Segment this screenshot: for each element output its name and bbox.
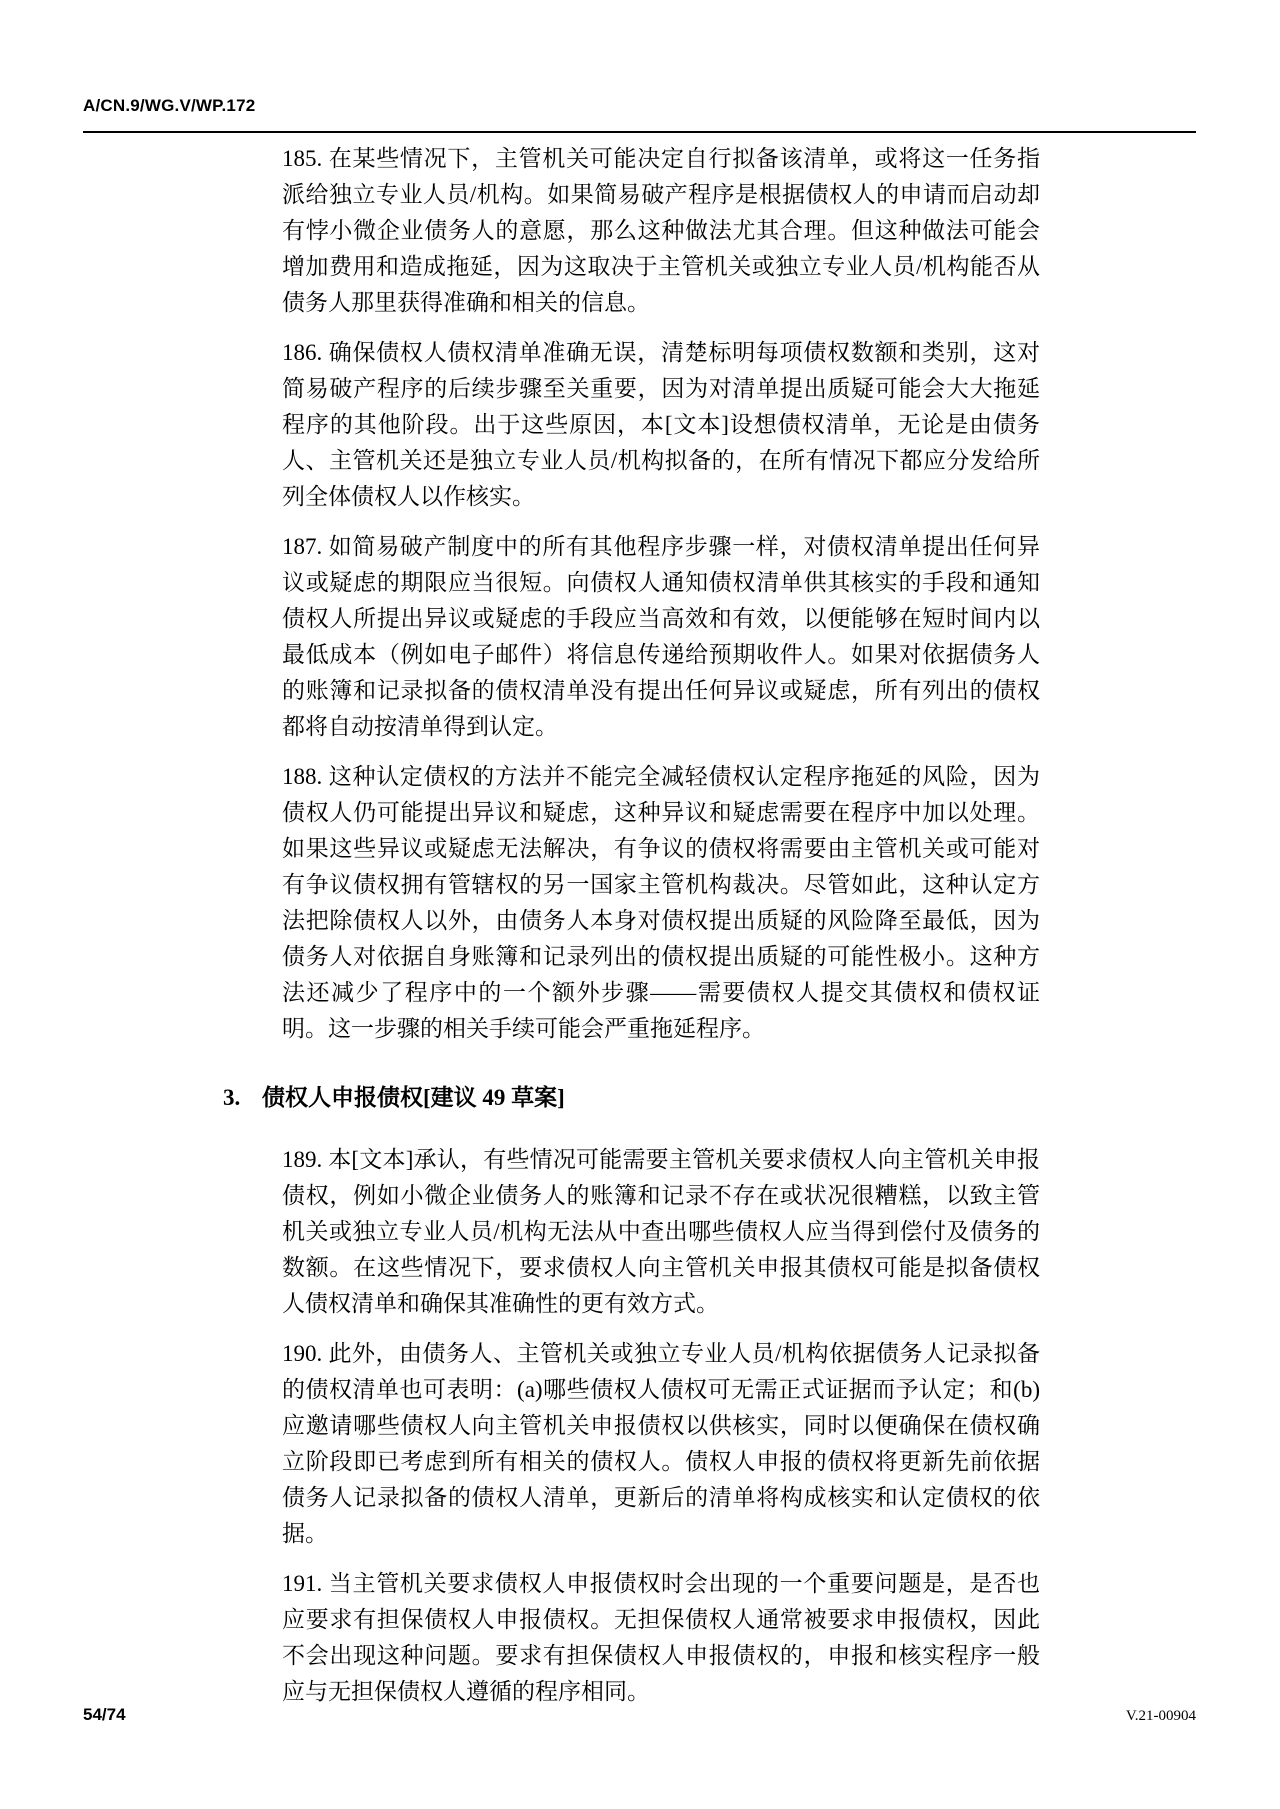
paragraph-191: 191. 当主管机关要求债权人申报债权时会出现的一个重要问题是，是否也应要求有担保债权人申报债权。无担保债权人通常被要求申报债权，因此不会出现这种问题。要求有担保债权人申报债权的，申报和核实程序一般应与无担保债权人遵循的程序相同。 (282, 1571, 1040, 1704)
doc-symbol: A/CN.9/WG.V/WP.172 (83, 96, 256, 115)
paragraph-188: 188. 这种认定债权的方法并不能完全减轻债权认定程序拖延的风险，因为债权人仍可能提出异议和疑虑，这种异议和疑虑需要在程序中加以处理。如果这些异议或疑虑无法解决，有争议的债权将需要由主管机关或可能对有争议债权拥有管辖权的另一国家主管机构裁决。尽管如此，这种认定方法把除债权人以外，由债务人本身对债权提出质疑的风险降至最低，因为债务人对依据自身账簿和记录列出的债权提出质疑的可能性极小。这种方法还减少了程序中的一个额外步骤——需要债权人提交其债权和债权证明。这一步骤的相关手续可能会严重拖延程序。 (282, 764, 1040, 1041)
document-header (83, 96, 1196, 133)
page-number: 54/74 (83, 1705, 126, 1724)
document-body (223, 141, 1040, 1724)
section-number: 3. (223, 1085, 241, 1110)
section-title: 债权人申报债权[建议 49 草案] (262, 1085, 565, 1110)
doc-id: V.21-00904 (1125, 1708, 1196, 1724)
document-footer (83, 1705, 1196, 1725)
paragraph-185: 185. 在某些情况下，主管机关可能决定自行拟备该清单，或将这一任务指派给独立专业人员/机构。如果简易破产程序是根据债权人的申请而启动却有悖小微企业债务人的意愿，那么这种做法尤其合理。但这种做法可能会增加费用和造成拖延，因为这取决于主管机关或独立专业人员/机构能否从债务人那里获得准确和相关的信息。 (282, 146, 1040, 315)
paragraph-189: 189. 本[文本]承认，有些情况可能需要主管机关要求债权人向主管机关申报债权，例如小微企业债务人的账簿和记录不存在或状况很糟糕，以致主管机关或独立专业人员/机构无法从中查出哪些债权人应当得到偿付及债务的数额。在这些情况下，要求债权人向主管机关申报其债权可能是拟备债权人债权清单和确保其准确性的更有效方式。 (282, 1147, 1040, 1316)
section-heading (223, 1080, 1040, 1116)
paragraph-190: 190. 此外，由债务人、主管机关或独立专业人员/机构依据债务人记录拟备的债权清单也可表明：(a)哪些债权人债权可无需正式证据而予认定；和(b)应邀请哪些债权人向主管机关申报债权以供核实，同时以便确保在债权确立阶段即已考虑到所有相关的债权人。债权人申报的债权将更新先前依据债务人记录拟备的债权人清单，更新后的清单将构成核实和认定债权的依据。 (282, 1341, 1040, 1546)
paragraph-186: 186. 确保债权人债权清单准确无误，清楚标明每项债权数额和类别，这对简易破产程序的后续步骤至关重要，因为对清单提出质疑可能会大大拖延程序的其他阶段。出于这些原因，本[文本]设想债权清单，无论是由债务人、主管机关还是独立专业人员/机构拟备的，在所有情况下都应分发给所列全体债权人以作核实。 (282, 340, 1040, 509)
paragraph-187: 187. 如简易破产制度中的所有其他程序步骤一样，对债权清单提出任何异议或疑虑的期限应当很短。向债权人通知债权清单供其核实的手段和通知债权人所提出异议或疑虑的手段应当高效和有效，以便能够在短时间内以最低成本（例如电子邮件）将信息传递给预期收件人。如果对依据债务人的账簿和记录拟备的债权清单没有提出任何异议或疑虑，所有列出的债权都将自动按清单得到认定。 (282, 534, 1040, 739)
